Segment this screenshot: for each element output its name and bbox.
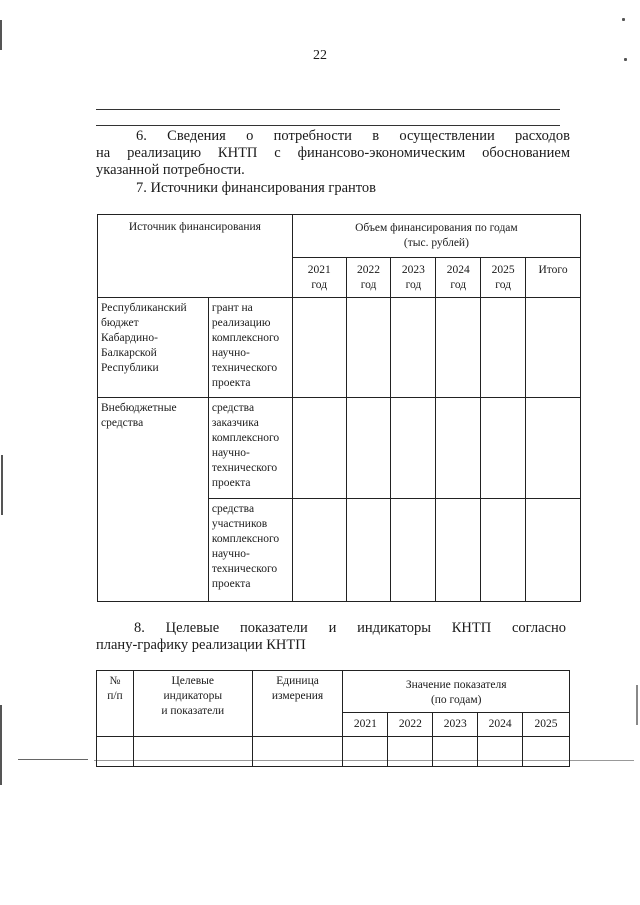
value-cell: [436, 499, 481, 602]
value-cell: [292, 298, 346, 398]
section6-line3: указанной потребности.: [96, 162, 245, 178]
year-header: 2022: [388, 713, 433, 737]
num-header-line1: №: [109, 675, 121, 687]
value-cell: [346, 499, 391, 602]
data-cell: [133, 737, 252, 767]
data-cell: [523, 737, 570, 767]
num-header-line2: п/п: [107, 690, 123, 702]
year-value: 2024: [446, 264, 470, 276]
data-cell: [478, 737, 523, 767]
year-value: 2023: [401, 264, 425, 276]
value-cell: [526, 499, 581, 602]
source-line: Республики: [101, 362, 159, 374]
source-header: Источник финансирования: [128, 221, 261, 233]
year-header: 2025: [523, 713, 570, 737]
data-cell: [388, 737, 433, 767]
value-cell: [436, 298, 481, 398]
volume-header-line1: Объем финансирования по годам: [355, 222, 518, 234]
value-header: [343, 671, 570, 713]
source-line: средства: [101, 417, 144, 429]
year-header: 2023: [433, 713, 478, 737]
section6-line2: на реализацию КНТП с финансово-экономическим обоснованием: [96, 145, 570, 161]
total-header: [526, 258, 581, 298]
source-header-cell: [98, 215, 293, 298]
indicators-header: [133, 671, 252, 737]
value-cell: [346, 298, 391, 398]
scan-line: [18, 759, 88, 760]
type-line: технического: [211, 362, 278, 374]
type-line: проекта: [211, 578, 251, 590]
source-line: бюджет: [101, 317, 139, 329]
volume-header-line2: (тыс. рублей): [403, 237, 469, 249]
top-rule-2: [96, 125, 560, 126]
top-rule-1: [96, 109, 560, 110]
unit-header-line2: измерения: [271, 690, 324, 702]
data-cell: [252, 737, 343, 767]
data-cell: [97, 737, 134, 767]
data-cell: [433, 737, 478, 767]
type-line: средства: [211, 503, 255, 515]
indicators-header-line3: и показатели: [161, 705, 225, 717]
unit-header-line1: Единица: [276, 675, 319, 687]
type-line: технического: [211, 563, 278, 575]
section6-line1: 6. Сведения о потребности в осуществлении расходов: [136, 128, 570, 144]
value-cell: [292, 499, 346, 602]
type-cell: [208, 499, 292, 602]
scan-speck: [624, 58, 627, 61]
type-line: комплексного: [211, 533, 280, 545]
type-line: научно-: [211, 447, 250, 459]
type-line: участников: [211, 518, 268, 530]
value-cell: [481, 499, 526, 602]
data-cell: [343, 737, 388, 767]
value-header-line2: (по годам): [430, 694, 482, 706]
source-line: Кабардино-: [101, 332, 158, 344]
num-header: [97, 671, 134, 737]
type-line: комплексного: [211, 332, 280, 344]
value-header-line1: Значение показателя: [405, 679, 507, 691]
source-cell: [98, 298, 209, 398]
volume-header-cell: [292, 215, 580, 258]
type-line: технического: [211, 462, 278, 474]
year-header: [436, 258, 481, 298]
scan-speck: [622, 18, 625, 21]
source-line: Внебюджетные: [101, 402, 177, 414]
value-cell: [526, 398, 581, 499]
type-line: средства: [211, 402, 255, 414]
type-cell: [208, 298, 292, 398]
value-cell: [346, 398, 391, 499]
value-cell: [391, 398, 436, 499]
section8-line1: 8. Целевые показатели и индикаторы КНТП согласно: [134, 620, 566, 636]
year-header: [292, 258, 346, 298]
year-unit: год: [360, 279, 377, 291]
year-header: [391, 258, 436, 298]
type-line: заказчика: [211, 417, 259, 429]
type-line: проекта: [211, 477, 251, 489]
value-cell: [481, 298, 526, 398]
section8-line2: плану-графику реализации КНТП: [96, 637, 306, 653]
unit-header: [252, 671, 343, 737]
source-cell: [98, 398, 209, 602]
value-cell: [481, 398, 526, 499]
financing-table: [97, 214, 581, 602]
type-line: реализацию: [211, 317, 271, 329]
scan-edge-mark: [0, 705, 2, 785]
year-header: [346, 258, 391, 298]
scan-edge-mark: [0, 20, 2, 50]
section7-title: 7. Источники финансирования грантов: [136, 180, 377, 196]
year-value: 2021: [307, 264, 331, 276]
year-unit: год: [450, 279, 467, 291]
value-cell: [436, 398, 481, 499]
type-cell: [208, 398, 292, 499]
value-cell: [292, 398, 346, 499]
value-cell: [391, 499, 436, 602]
source-line: Республиканский: [101, 302, 187, 314]
source-line: Балкарской: [101, 347, 157, 359]
type-line: научно-: [211, 548, 250, 560]
value-cell: [526, 298, 581, 398]
value-cell: [391, 298, 436, 398]
year-value: 2025: [491, 264, 515, 276]
year-value: 2022: [357, 264, 381, 276]
page-number: 22: [313, 48, 327, 63]
scan-edge-mark: [636, 685, 638, 725]
type-line: проекта: [211, 377, 251, 389]
indicators-table: [96, 670, 570, 767]
indicators-header-line1: Целевые: [171, 675, 215, 687]
total-label: Итого: [538, 264, 568, 276]
year-header: [481, 258, 526, 298]
year-header: 2024: [478, 713, 523, 737]
year-unit: год: [495, 279, 511, 291]
indicators-header-line2: индикаторы: [163, 690, 223, 702]
type-line: научно-: [211, 347, 250, 359]
scan-edge-mark: [1, 455, 3, 515]
type-line: грант на: [211, 302, 253, 314]
year-unit: год: [405, 279, 422, 291]
type-line: комплексного: [211, 432, 280, 444]
year-unit: год: [311, 279, 328, 291]
year-header: 2021: [343, 713, 388, 737]
